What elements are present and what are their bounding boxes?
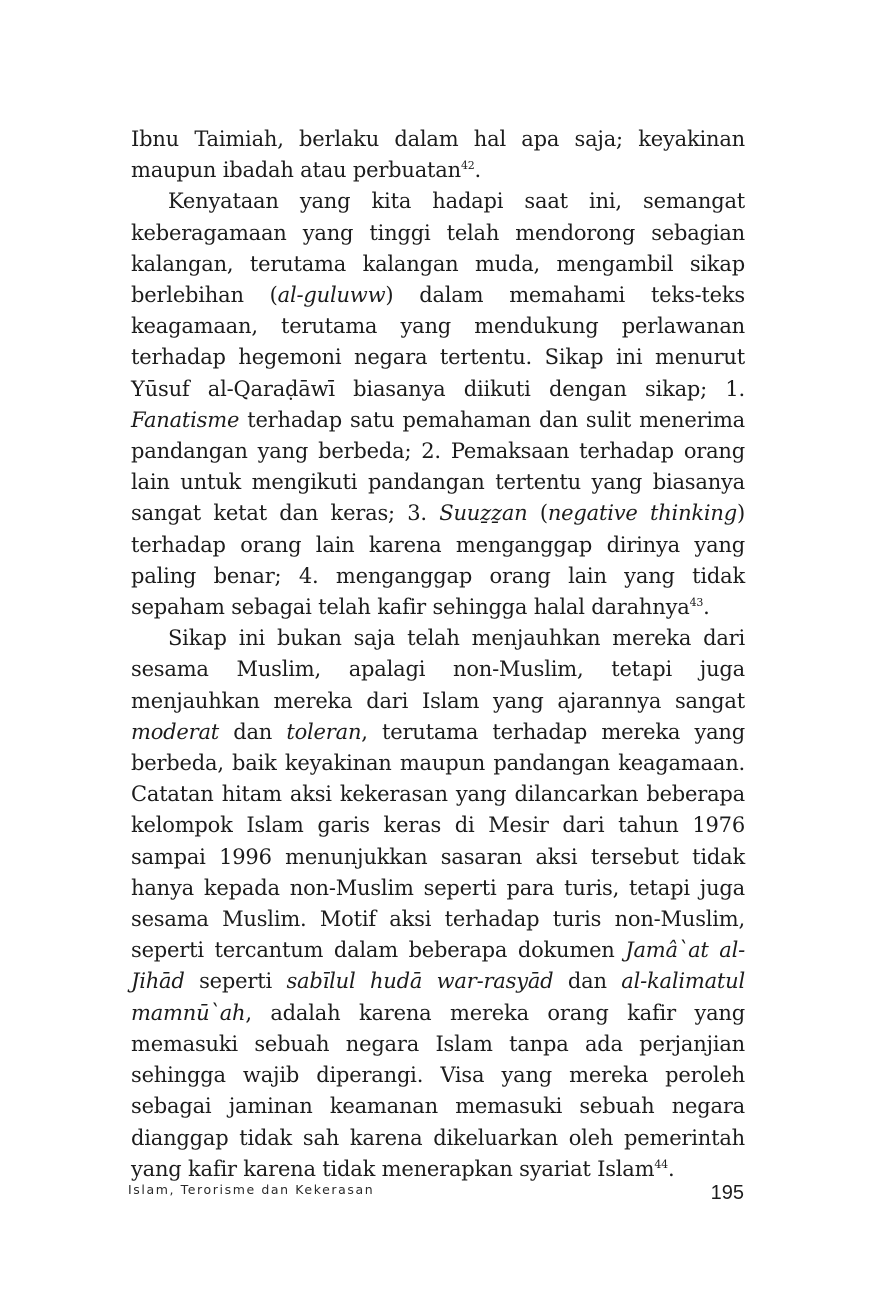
italic-term: toleran: [286, 719, 362, 744]
running-footer-title: Islam, Terorisme dan Kekerasan: [128, 1182, 375, 1197]
page-number: 195: [710, 1182, 744, 1204]
text-run: dan: [219, 719, 287, 744]
text-run: .: [667, 1156, 675, 1181]
footnote-marker: 43: [689, 596, 704, 610]
italic-term: moderat: [131, 719, 220, 744]
text-run: .: [474, 158, 482, 183]
text-run: .: [703, 595, 710, 620]
italic-term: al-kalimatul mamnū`ah: [131, 969, 745, 1025]
paragraph: [131, 186, 745, 623]
italic-term: Suuẕẕan: [439, 501, 528, 526]
text-run: dan: [553, 969, 622, 994]
text-run: ) terhadap orang lain karena menganggap dirinya yang paling benar; 4. menganggap orang lain yang tidak sepaham sebagai telah kafir sehingga halal darahnya: [131, 501, 745, 620]
text-run: terhadap satu pemahaman dan sulit menerima pandangan yang berbeda; 2. Pemaksaan terhadap orang lain untuk mengikuti pandangan tertentu yang biasanya sangat ketat dan keras; 3.: [131, 407, 745, 526]
text-run: seperti: [184, 969, 287, 994]
footnote-marker: 44: [654, 1157, 668, 1171]
paragraph: [131, 124, 745, 186]
italic-term: Jamâ`at al-Jihād: [131, 938, 745, 994]
text-run: , adalah karena mereka orang kafir yang memasuki sebuah negara Islam tanpa ada perjanjian sehingga wajib diperangi. Visa yang mereka peroleh sebagai jaminan keamanan memasuki sebuah negara dianggap tidak sah karena dikeluarkan oleh pemerintah yang kafir karena tidak menerapkan syariat Islam: [131, 1000, 745, 1181]
footnote-marker: 42: [460, 159, 475, 173]
italic-term: Fanatisme: [131, 407, 240, 432]
paragraph: [131, 623, 745, 1185]
text-run: , terutama terhadap mereka yang berbeda, baik keyakinan maupun pandangan keagamaan. Catatan hitam aksi kekerasan yang dilancarkan beberapa kelompok Islam garis keras di Mesir dari tahun 1976 sampai 1996 menunjukkan sasaran aksi tersebut tidak hanya kepada non-Muslim seperti para turis, tetapi juga sesama Muslim. Motif aksi terhadap turis non-Muslim, seperti tercantum dalam beberapa dokumen: [131, 719, 745, 963]
italic-term: sabīlul hudā war-rasyād: [286, 969, 554, 994]
italic-term: al-guluww: [277, 283, 386, 308]
text-run: Ibnu Taimiah, berlaku dalam hal apa saja; keyakinan maupun ibadah atau perbuatan: [131, 127, 745, 183]
text-run: Sikap ini bukan saja telah menjauhkan mereka dari sesama Muslim, apalagi non-Muslim, tetapi juga menjauhkan mereka dari Islam yang ajarannya sangat: [131, 626, 745, 713]
body-text: [131, 124, 745, 1185]
text-run: (: [527, 501, 548, 526]
text-run: ) dalam memahami teks-teks keagamaan, terutama yang mendukung perlawanan terhadap hegemoni negara tertentu. Sikap ini menurut Yūsuf al-Qaraḍāwī biasanya diikuti dengan sikap; 1.: [131, 283, 745, 401]
text-run: Kenyataan yang kita hadapi saat ini, semangat keberagamaan yang tinggi telah mendorong sebagian kalangan, terutama kalangan muda, mengambil sikap berlebihan (: [131, 189, 745, 308]
italic-term: negative thinking: [547, 501, 737, 526]
